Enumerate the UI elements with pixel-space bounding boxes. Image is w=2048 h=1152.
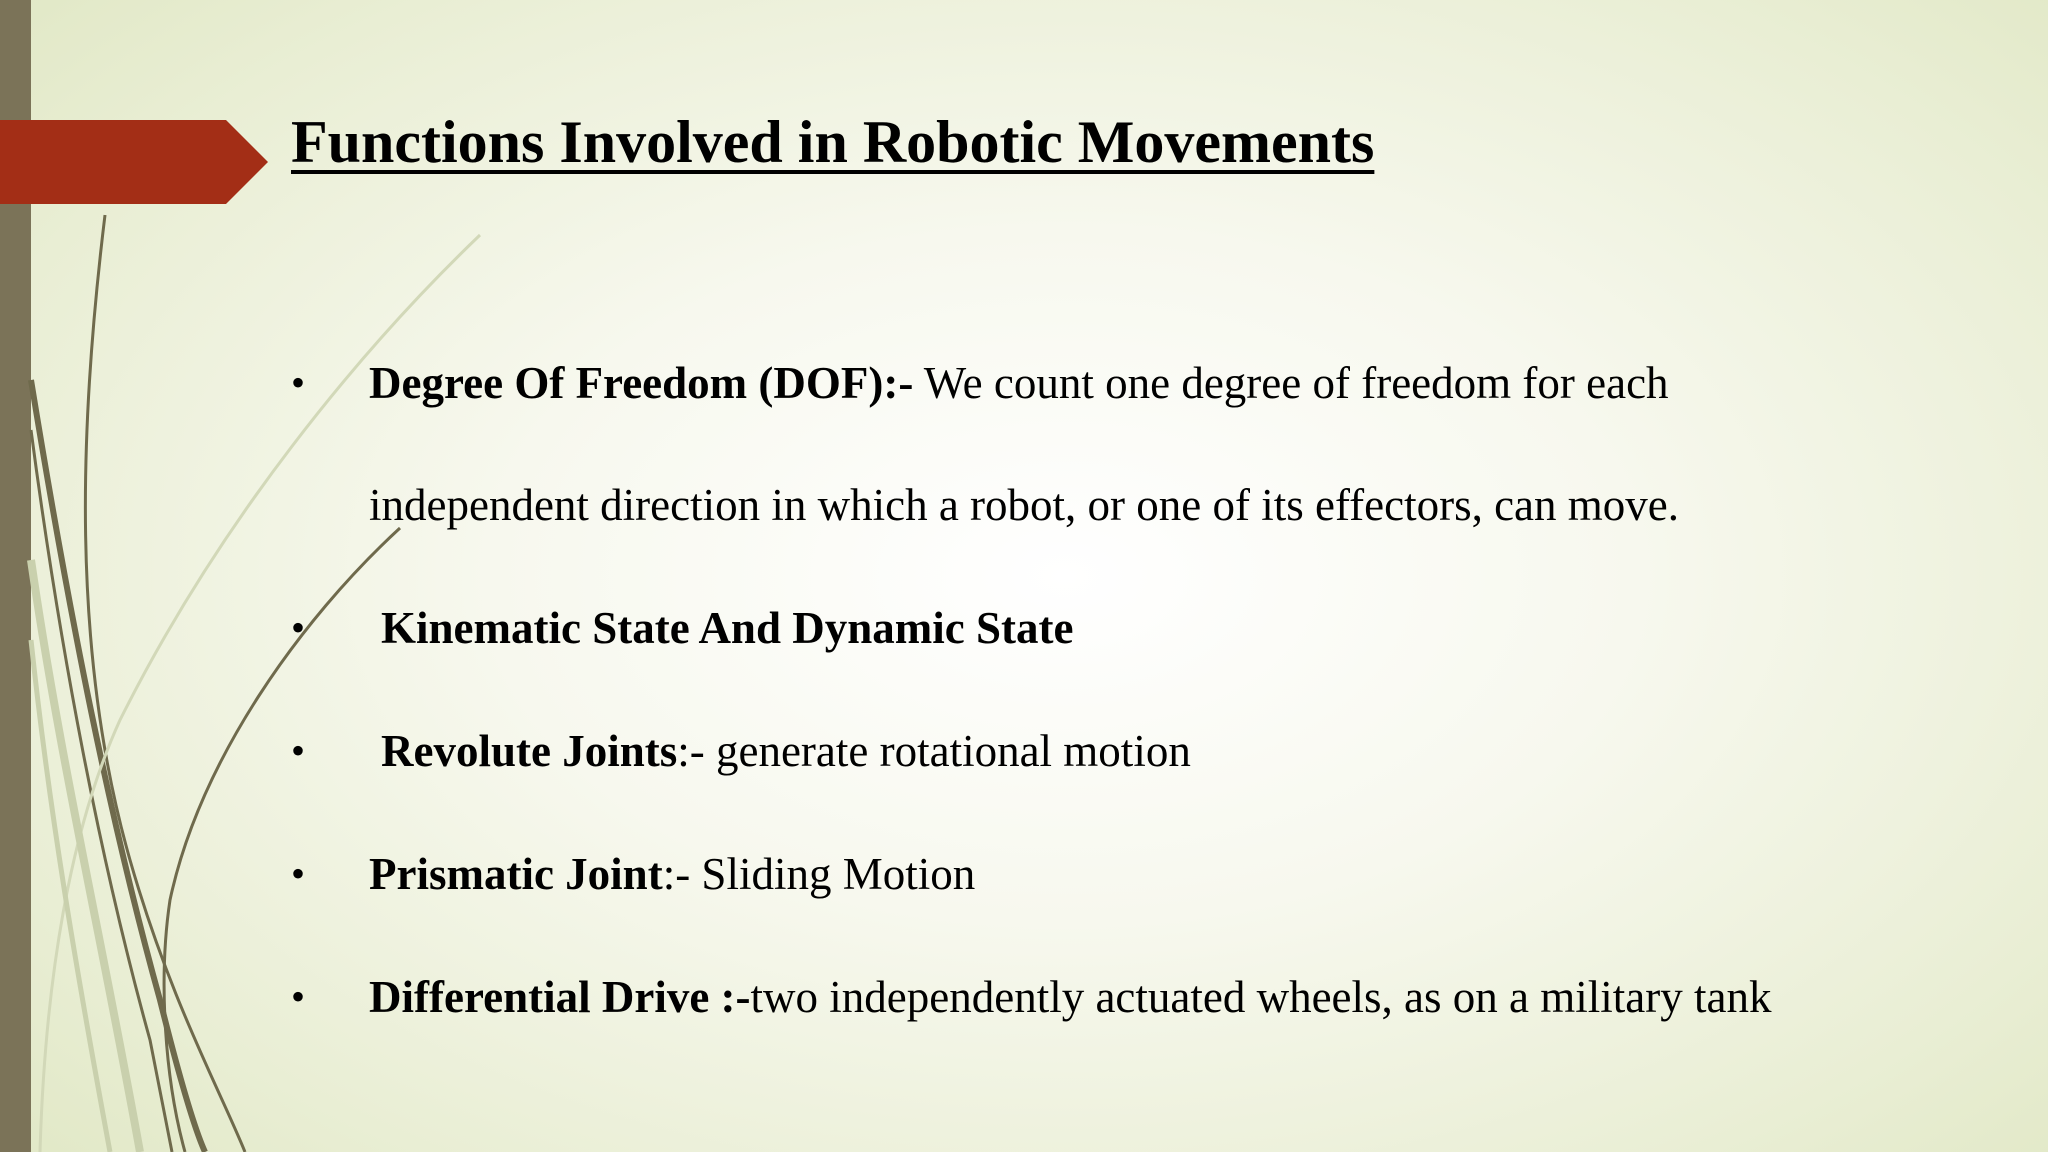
bullet-term: Revolute Joints <box>381 726 678 776</box>
title-arrow-tab <box>0 120 268 204</box>
bullet-term: Prismatic Joint <box>369 849 663 899</box>
bullet-dot: • <box>291 728 306 773</box>
bullet-desc: We count one degree of freedom for each <box>913 358 1669 408</box>
bullet-desc: :- Sliding Motion <box>662 849 976 899</box>
bullet-dot: • <box>291 974 306 1019</box>
bullet-continuation: independent direction in which a robot, or one of its effectors, can move. <box>369 480 1680 530</box>
bullet-desc: :- generate rotational motion <box>677 726 1191 776</box>
bullet-dot: • <box>291 360 306 405</box>
bullet-term: Differential Drive :- <box>369 972 751 1022</box>
bullet-term: Degree Of Freedom (DOF):- <box>369 358 914 408</box>
bullet-desc: two independently actuated wheels, as on a military tank <box>750 972 1772 1022</box>
bullet-dot: • <box>291 605 306 650</box>
bullet-term: Kinematic State And Dynamic State <box>381 603 1074 653</box>
slide-title: Functions Involved in Robotic Movements <box>291 109 1375 175</box>
bullet-dot: • <box>291 851 306 896</box>
